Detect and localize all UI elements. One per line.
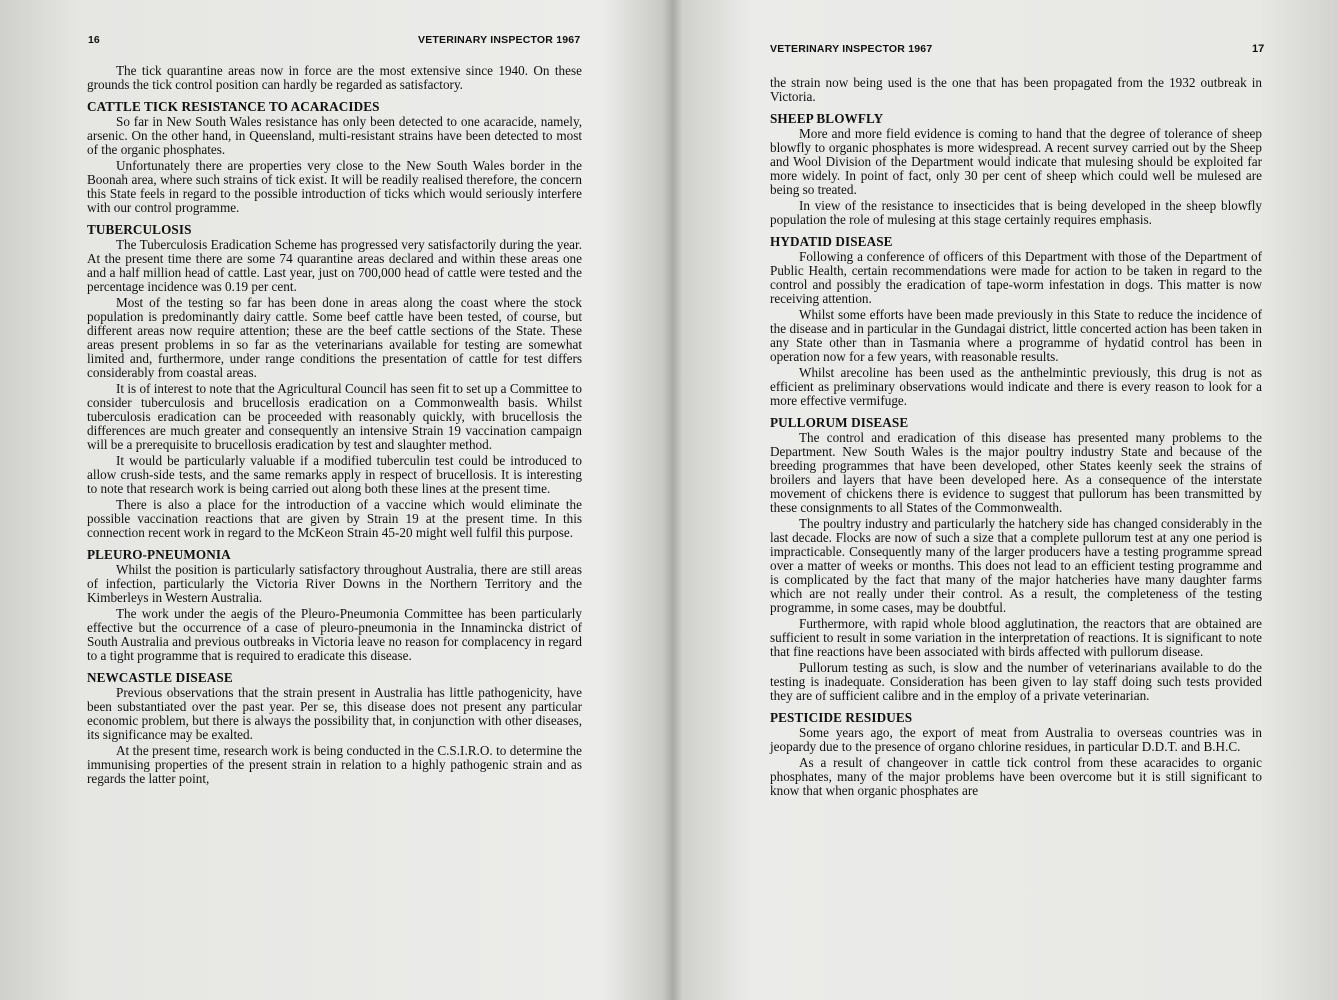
section-heading: PULLORUM DISEASE (770, 415, 909, 430)
paragraph: The poultry industry and particularly the hatchery side has changed considerably in the last decade. Flocks are now of such a size that a complete pullorum test at any one period is impracticable. Consequently many of the larger producers have a testing programme spread over a matter of weeks or months. This does not lead to an efficient testing programme and is complicated by the fact that many of the major hatcheries have many daughter farms which are not really under their control. As a result, the completeness of the testing programme, in some cases, may be doubtful. (770, 516, 1262, 615)
section-heading: CATTLE TICK RESISTANCE TO ACARACIDES (87, 99, 380, 114)
paragraph: Previous observations that the strain present in Australia has little pathogenicity, have been substantiated over the past year. Per se, this disease does not present any particular economic problem, but there is always the possibility that, in conjunction with other diseases, its significance may be exalted. (87, 685, 582, 742)
intro-paragraph: The tick quarantine areas now in force are the most extensive since 1940. On these grounds the tick control position can hardly be regarded as satisfactory. (87, 63, 582, 92)
right-page (672, 0, 1338, 1000)
paragraph: Whilst arecoline has been used as the anthelmintic previously, this drug is not as efficient as preliminary observations would indicate and there is every reason to look for a more effective vermifuge. (770, 365, 1262, 408)
paragraph: Unfortunately there are properties very close to the New South Wales border in the Boonah area, where such strains of tick exist. It will be readily realised therefore, the concern this State feels in regard to the possible introduction of ticks which would seriously interfere with our control programme. (87, 158, 582, 215)
paragraph: Pullorum testing as such, is slow and the number of veterinarians available to do the testing is inadequate. Consideration has been given to lay staff doing such tests provided they are of sufficient calibre and in the employ of a private veterinarian. (770, 660, 1262, 703)
section-heading: PESTICIDE RESIDUES (770, 710, 913, 725)
section-heading: TUBERCULOSIS (87, 222, 192, 237)
paragraph: Following a conference of officers of this Department with those of the Department of Public Health, certain recommendations were made for action to be taken in regard to the control and possibly the eradication of tape-worm infestation in dogs. This matter is now receiving attention. (770, 249, 1262, 306)
paragraph: The Tuberculosis Eradication Scheme has progressed very satisfactorily during the year. At the present time there are some 74 quarantine areas declared and within these areas one and a half million head of cattle. Last year, just on 700,000 head of cattle were tested and the percentage incidence was 0.19 per cent. (87, 237, 582, 294)
paragraph: It is of interest to note that the Agricultural Council has seen fit to set up a Committee to consider tuberculosis and brucellosis eradication on a Commonwealth basis. Whilst tuberculosis eradication can be proceeded with reasonably quickly, with brucellosis the differences are much greater and consequently an intensive Strain 19 vaccination campaign will be a prerequisite to brucellosis eradication by test and slaughter method. (87, 381, 582, 452)
paragraph: It would be particularly valuable if a modified tuberculin test could be introduced to allow crush-side tests, and the same remarks apply in respect of brucellosis. It is interesting to note that research work is being carried out along both these lines at the present time. (87, 453, 582, 496)
running-head: VETERINARY INSPECTOR 1967 (418, 34, 581, 46)
page-number: 16 (88, 34, 100, 46)
paragraph: As a result of changeover in cattle tick control from these acaracides to organic phosphates, many of the major problems have been overcome but it is still significant to know that when organic phosphates are (770, 755, 1262, 798)
paragraph: Most of the testing so far has been done in areas along the coast where the stock population is predominantly dairy cattle. Some beef cattle have been tested, of course, but different areas now require attention; these are the beef cattle sections of the State. These areas present problems in so far as the veterinarians available for testing are somewhat limited and, furthermore, under range conditions the presentation of cattle for test differs considerably from coastal areas. (87, 295, 582, 380)
section-heading: SHEEP BLOWFLY (770, 111, 884, 126)
paragraph: At the present time, research work is being conducted in the C.S.I.R.O. to determine the immunising properties of the present strain in relation to a highly pathogenic strain and as regards the latter point, (87, 743, 582, 786)
paragraph: Furthermore, with rapid whole blood agglutination, the reactors that are obtained are sufficient to result in some variation in the interpretation of reactions. It is significant to note that fine reactions have been associated with birds affected with pullorum disease. (770, 616, 1262, 659)
running-head: VETERINARY INSPECTOR 1967 (770, 43, 933, 55)
paragraph: Whilst some efforts have been made previously in this State to reduce the incidence of the disease and in particular in the Gundagai district, little concerted action has been taken in any State other than in Tasmania where a programme of hydatid control has been in operation now for a few years, with reasonable results. (770, 307, 1262, 364)
section-heading: NEWCASTLE DISEASE (87, 670, 233, 685)
section-heading: HYDATID DISEASE (770, 234, 893, 249)
paragraph: More and more field evidence is coming to hand that the degree of tolerance of sheep blowfly to organic phosphates is more widespread. A recent survey carried out by the Sheep and Wool Division of the Department would indicate that mulesing should be exploited far more widely. In point of fact, only 30 per cent of sheep which could well be mulesed are being so treated. (770, 126, 1262, 197)
page-number: 17 (1252, 43, 1265, 55)
paragraph: Some years ago, the export of meat from Australia to overseas countries was in jeopardy due to the presence of organo chlorine residues, in particular D.D.T. and B.H.C. (770, 725, 1262, 754)
paragraph: Whilst the position is particularly satisfactory throughout Australia, there are still areas of infection, particularly the Victoria River Downs in the Northern Territory and the Kimberleys in Western Australia. (87, 562, 582, 605)
paragraph: There is also a place for the introduction of a vaccine which would eliminate the possible vaccination reactions that are given by Strain 19 at the present time. In this connection recent work in regard to the McKeon Strain 45-20 might well fulfil this purpose. (87, 497, 582, 540)
page-body (770, 76, 1262, 798)
paragraph: The control and eradication of this disease has presented many problems to the Department. New South Wales is the major poultry industry State and because of the breeding programmes that have been developed, other States keenly seek the strains of broilers and layers that have been developed here. As a consequence of the interstate movement of chickens there is evidence to suggest that pullorum has been transmitted by these consignments to all States of the Commonwealth. (770, 430, 1262, 515)
page-body (87, 64, 582, 786)
paragraph: The work under the aegis of the Pleuro-Pneumonia Committee has been particularly effective but the occurrence of a case of pleuro-pneumonia in the Innamincka district of South Australia and previous outbreaks in Victoria leave no reason for complacency in regard to a tight programme that is required to eradicate this disease. (87, 606, 582, 663)
left-page (0, 0, 668, 1000)
intro-paragraph: the strain now being used is the one that has been propagated from the 1932 outbreak in Victoria. (770, 75, 1262, 104)
paragraph: So far in New South Wales resistance has only been detected to one acaracide, namely, arsenic. On the other hand, in Queensland, multi-resistant strains have been detected to most of the organic phosphates. (87, 114, 582, 157)
section-heading: PLEURO-PNEUMONIA (87, 547, 231, 562)
paragraph: In view of the resistance to insecticides that is being developed in the sheep blowfly population the role of mulesing at this stage certainly requires emphasis. (770, 198, 1262, 227)
